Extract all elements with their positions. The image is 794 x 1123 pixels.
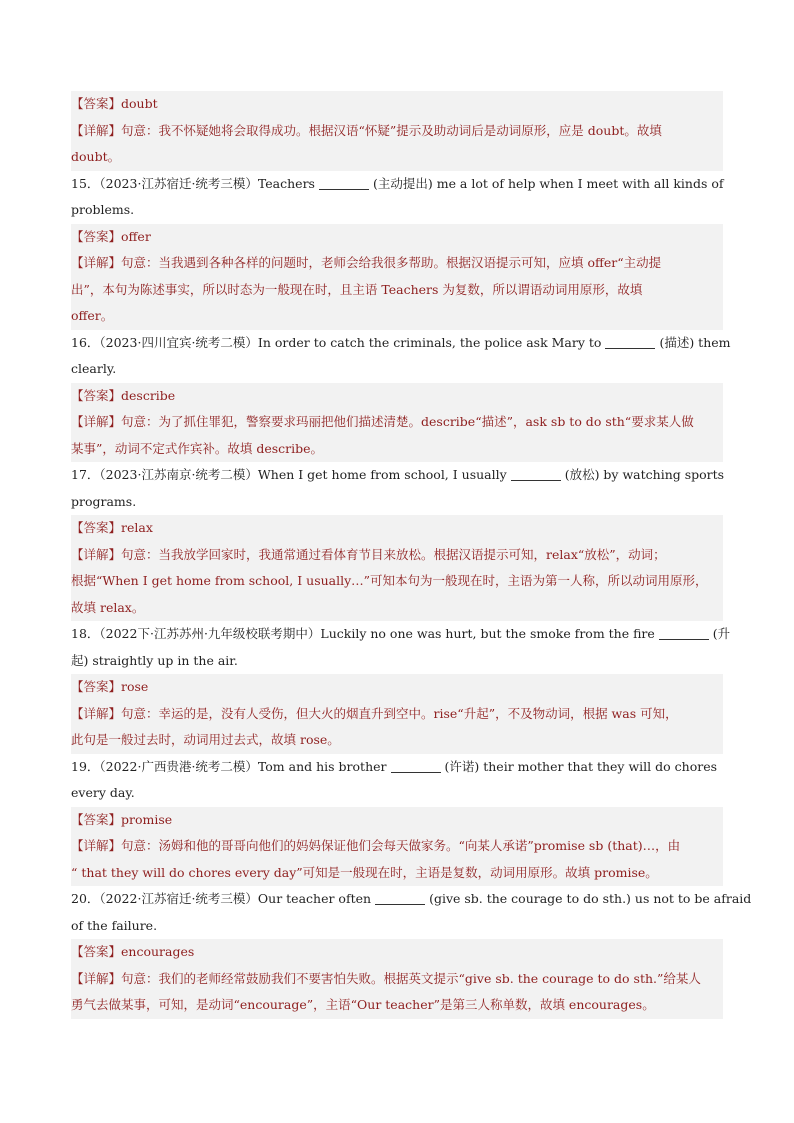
detail-text: doubt。: [71, 149, 121, 164]
question-17: [71, 462, 723, 489]
detail-text: “ that they will do chores every day”可知是一般现在时，主语是复数，动词用原形。故填 promise。: [71, 864, 658, 880]
detail-text: 出”，本句为陈述事实，所以时态为一般现在时，且主语 Teachers 为复数，所以谓语动词用原形，故填: [71, 281, 643, 297]
question-15: [71, 171, 723, 198]
question-text: 18．（2022下·江苏苏州·九年级校联考期中）Luckily no one was hurt, but the smoke from the fire: [71, 626, 655, 641]
answer-text: doubt: [121, 96, 158, 111]
question-20: [71, 886, 752, 913]
answer-blank: [659, 625, 709, 640]
question-17-cont: [71, 489, 723, 516]
answer-blank: [375, 890, 425, 905]
detail-text: 某事”，动词不定式作宾补。故填 describe。: [71, 440, 324, 456]
question-text: 起) straightly up in the air.: [71, 652, 238, 668]
answer-text: describe: [121, 387, 176, 403]
answer-text: offer: [121, 228, 151, 244]
answer-line: [71, 91, 723, 118]
answer-blank: [319, 175, 369, 190]
detail-tag: 【详解】: [71, 414, 122, 429]
question-16: [71, 330, 731, 357]
detail-line: [71, 833, 723, 860]
answer-tag: 【答案】: [71, 96, 122, 111]
detail-text: 句意：我们的老师经常鼓励我们不要害怕失败。根据英文提示“give sb. the courage to do sth.”给某人: [121, 970, 701, 986]
answer-text: relax: [121, 520, 153, 535]
detail-text: 句意：当我遇到各种各样的问题时，老师会给我很多帮助。根据汉语提示可知，应填 offer“主动提: [121, 255, 662, 270]
question-text: (描述) them: [659, 334, 731, 350]
question-text: problems.: [71, 202, 135, 217]
detail-line: [71, 595, 723, 622]
detail-line: [71, 118, 723, 145]
question-text: programs.: [71, 493, 137, 509]
question-18: [71, 621, 731, 648]
detail-tag: 【详解】: [71, 705, 122, 721]
answer-text: encourages: [121, 944, 195, 959]
detail-line: [71, 860, 723, 887]
answer-line: [71, 674, 723, 701]
answer-line: [71, 515, 723, 542]
question-text: of the failure.: [71, 917, 158, 933]
detail-tag: 【详解】: [71, 122, 122, 138]
detail-text: 根据“When I get home from school, I usually…”可知本句为一般现在时，主语为第一人称，所以动词用原形，: [71, 573, 708, 588]
detail-text: 句意：为了抓住罪犯，警察要求玛丽把他们描述清楚。describe“描述”，ask sb to do sth“要求某人做: [121, 414, 694, 429]
question-19-cont: [71, 780, 723, 807]
question-text: (升: [712, 626, 731, 641]
question-text: (give sb. the courage to do sth.) us not to be afraid: [429, 891, 752, 906]
answer-line: [71, 224, 723, 251]
detail-line: [71, 250, 723, 277]
detail-text: 句意：汤姆和他的哥哥向他们的妈妈保证他们会每天做家务。“向某人承诺”promise sb (that)…，由: [121, 838, 681, 853]
answer-blank: [391, 758, 441, 773]
answer-tag: 【答案】: [71, 387, 122, 403]
detail-line: [71, 701, 723, 728]
document-page: [71, 91, 752, 1019]
detail-text: 句意：我不怀疑她将会取得成功。根据汉语“怀疑”提示及助动词后是动词原形，应是 doubt。故填: [121, 122, 662, 138]
answer-tag: 【答案】: [71, 811, 122, 827]
detail-line: [71, 992, 723, 1019]
answer-tag: 【答案】: [71, 679, 122, 694]
detail-tag: 【详解】: [71, 838, 122, 853]
answer-line: [71, 939, 723, 966]
detail-line: [71, 277, 723, 304]
detail-line: [71, 542, 723, 569]
detail-tag: 【详解】: [71, 546, 122, 562]
question-text: every day.: [71, 785, 135, 800]
answer-tag: 【答案】: [71, 944, 122, 959]
detail-line: [71, 966, 723, 993]
question-text: (放松) by watching sports: [564, 467, 725, 482]
detail-tag: 【详解】: [71, 970, 122, 986]
question-text: 16．（2023·四川宜宾·统考二模）In order to catch the criminals, the police ask Mary to: [71, 334, 602, 350]
answer-tag: 【答案】: [71, 228, 122, 244]
detail-text: 勇气去做某事，可知，是动词“encourage”，主语“Our teacher”是第三人称单数，故填 encourages。: [71, 997, 655, 1012]
question-text: 17．（2023·江苏南京·统考二模）When I get home from school, I usually: [71, 467, 507, 482]
answer-blank: [605, 334, 655, 349]
answer-tag: 【答案】: [71, 520, 122, 535]
question-18-cont: [71, 648, 723, 675]
detail-line: [71, 303, 723, 330]
detail-tag: 【详解】: [71, 255, 122, 270]
question-19: [71, 754, 723, 781]
question-16-cont: [71, 356, 723, 383]
question-text: (许诺) their mother that they will do chores: [444, 758, 718, 774]
answer-line: [71, 383, 723, 410]
question-text: (主动提出) me a lot of help when I meet with all kinds of: [372, 175, 724, 191]
question-15-cont: [71, 197, 723, 224]
answer-text: rose: [121, 679, 149, 694]
detail-text: offer。: [71, 308, 114, 323]
answer-text: promise: [121, 811, 173, 827]
detail-text: 此句是一般过去时，动词用过去式，故填 rose。: [71, 732, 340, 747]
detail-text: 句意：幸运的是，没有人受伤，但大火的烟直升到空中。rise“升起”，不及物动词，根据 was 可知，: [121, 705, 678, 721]
answer-line: [71, 807, 723, 834]
question-text: 15．（2023·江苏宿迁·统考三模）Teachers: [71, 175, 315, 191]
detail-line: [71, 436, 723, 463]
detail-text: 句意：当我放学回家时，我通常通过看体育节目来放松。根据汉语提示可知，relax“放松”，动词；: [121, 546, 666, 562]
detail-text: 故填 relax。: [71, 599, 145, 615]
detail-line: [71, 727, 723, 754]
detail-line: [71, 568, 723, 595]
question-20-cont: [71, 913, 723, 940]
question-text: clearly.: [71, 361, 117, 376]
answer-blank: [511, 466, 561, 481]
detail-line: [71, 144, 723, 171]
detail-line: [71, 409, 723, 436]
question-text: 20．（2022·江苏宿迁·统考三模）Our teacher often: [71, 891, 372, 906]
question-text: 19．（2022·广西贵港·统考二模）Tom and his brother: [71, 758, 387, 774]
